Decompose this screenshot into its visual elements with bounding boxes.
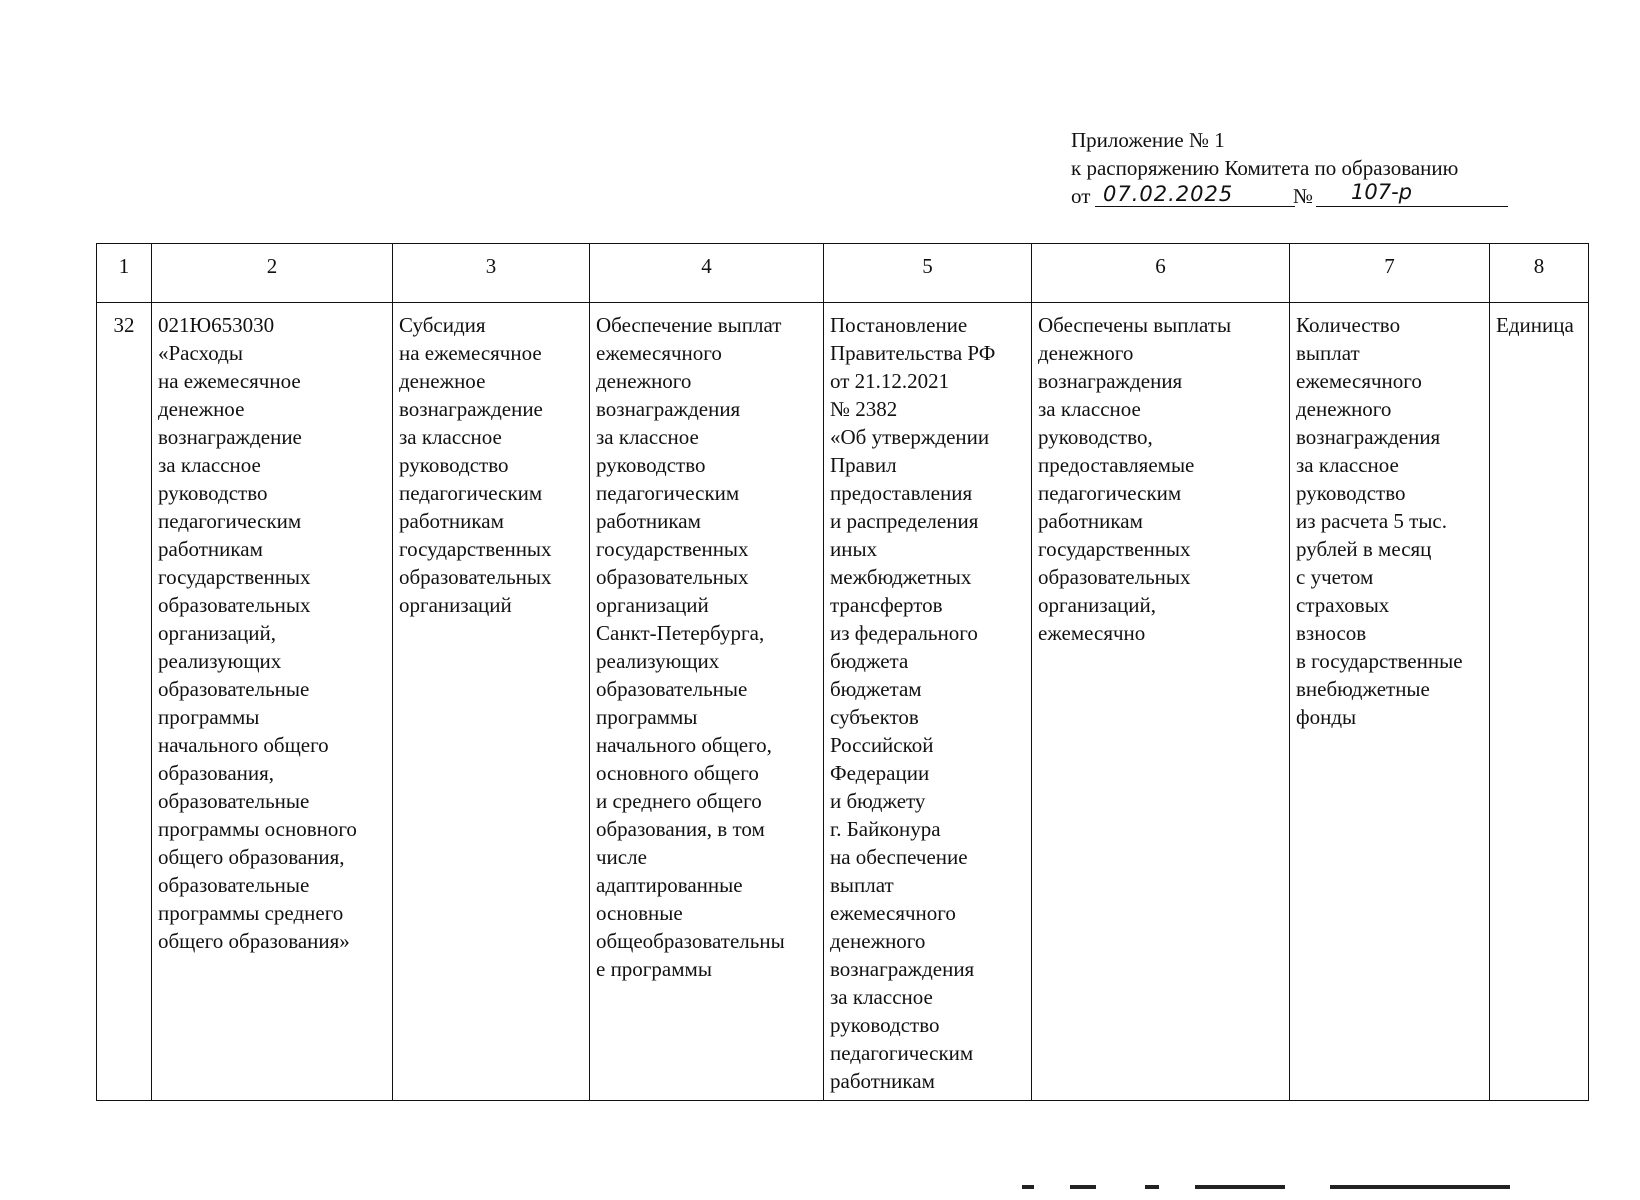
ref-number-label: №	[1293, 184, 1314, 208]
column-number: 4	[590, 244, 824, 303]
column-number: 2	[152, 244, 393, 303]
unit-cell: Единица	[1490, 303, 1589, 1101]
column-number: 8	[1490, 244, 1589, 303]
number-underline	[1316, 206, 1508, 207]
result-cell: Обеспечены выплаты денежного вознаграждения за классное руководство, предоставляемые педагогическим работникам государственных образовательных организаций, ежемесячно	[1032, 303, 1290, 1101]
ref-date-handwritten: 07.02.2025	[1103, 182, 1234, 206]
appendix-subtitle: к распоряжению Комитета по образованию	[1071, 156, 1459, 180]
column-number: 3	[393, 244, 590, 303]
ref-number-handwritten: 107-р	[1351, 180, 1412, 204]
indicator-cell: Количество выплат ежемесячного денежного вознаграждения за классное руководство из расчета 5 тыс. рублей в месяц с учетом страховых взносов в государственные внебюджетные фонды	[1290, 303, 1490, 1101]
ref-prefix: от	[1071, 184, 1091, 208]
column-number: 6	[1032, 244, 1290, 303]
appendix-table	[96, 243, 1589, 1101]
column-number: 7	[1290, 244, 1490, 303]
column-number: 5	[824, 244, 1032, 303]
order-reference	[1071, 182, 1511, 212]
row-number-cell: 32	[97, 303, 152, 1101]
column-number-row	[97, 244, 1589, 303]
table-row	[97, 303, 1589, 1101]
scan-artifact-marks	[1010, 1185, 1610, 1191]
subsidy-name-cell: Субсидия на ежемесячное денежное вознаграждение за классное руководство педагогическим работникам государственных образовательных организаций	[393, 303, 590, 1101]
expense-code-cell: 021Ю653030 «Расходы на ежемесячное денежное вознаграждение за классное руководство педагогическим работникам государственных образовательных организаций, реализующих образовательные программы начального общего образования, образовательные программы основного общего образования, образовательные программы среднего общего образования»	[152, 303, 393, 1101]
appendix-title: Приложение № 1	[1071, 128, 1225, 152]
legal-basis-cell: Постановление Правительства РФ от 21.12.2021 № 2382 «Об утверждении Правил предоставления и распределения иных межбюджетных трансфертов из федерального бюджета бюджетам субъектов Российской Федерации и бюджету г. Байконура на обеспечение выплат ежемесячного денежного вознаграждения за классное руководство педагогическим работникам	[824, 303, 1032, 1101]
column-number: 1	[97, 244, 152, 303]
subsidy-purpose-cell: Обеспечение выплат ежемесячного денежного вознаграждения за классное руководство педагогическим работникам государственных образовательных организаций Санкт-Петербурга, реализующих образовательные программы начального общего, основного общего и среднего общего образования, в том числе адаптированные основные общеобразовательны е программы	[590, 303, 824, 1101]
document-header	[1071, 126, 1511, 212]
